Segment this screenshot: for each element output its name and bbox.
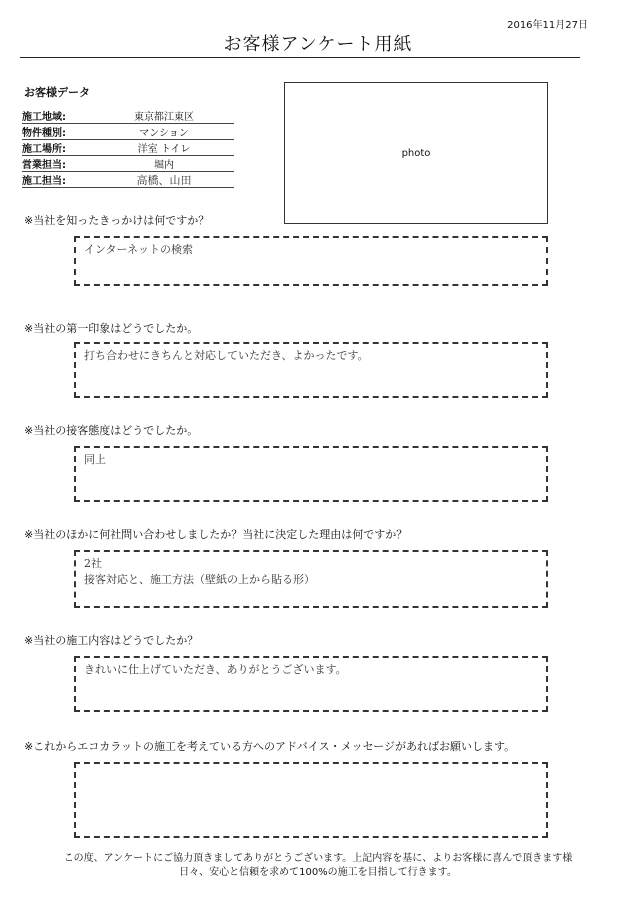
row-value: 堀内 <box>154 160 174 171</box>
row-label: 営業担当: <box>22 160 66 171</box>
row-label: 物件種別: <box>22 128 66 139</box>
customer-row-installer <box>22 172 234 188</box>
answer-box-4 <box>74 550 548 608</box>
customer-data-heading: お客様データ <box>24 86 90 99</box>
question-4: ※当社のほかに何社問い合わせしましたか？当社に決定した理由は何ですか？ <box>24 528 408 541</box>
answer-text: 同上 <box>84 453 106 466</box>
answer-text: インターネットの検索 <box>84 243 194 256</box>
row-value: 高橋、山田 <box>136 173 192 187</box>
question-3: ※当社の接客態度はどうでしたか。 <box>24 424 199 437</box>
answer-text: 2社 <box>84 557 102 570</box>
row-label: 施工地域: <box>22 112 66 123</box>
customer-row-location <box>22 140 234 156</box>
page-title: お客様アンケート用紙 <box>223 34 413 55</box>
answer-text: 打ち合わせにきちんと対応していただき、よかったです。 <box>84 349 369 362</box>
footer-line-2: 日々、安心と信頼を求めて100%の施工を目指して行きます。 <box>179 867 457 878</box>
row-value: 洋室 トイレ <box>137 144 191 155</box>
footer-message <box>0 852 636 880</box>
row-label: 施工担当: <box>22 176 66 187</box>
photo-label: photo <box>401 147 431 159</box>
answer-box-3 <box>74 446 548 502</box>
customer-row-area <box>22 108 234 124</box>
question-1: ※当社を知ったきっかけは何ですか？ <box>24 214 210 227</box>
row-label: 施工場所: <box>22 144 66 155</box>
answer-box-1 <box>74 236 548 286</box>
photo-box <box>284 82 548 224</box>
customer-row-sales <box>22 156 234 172</box>
question-2: ※当社の第一印象はどうでしたか。 <box>24 322 199 335</box>
customer-row-property-type <box>22 124 234 140</box>
survey-date: 2016年11月27日 <box>507 20 588 31</box>
answer-text: 接客対応と、施工方法（壁紙の上から貼る形） <box>84 573 315 586</box>
footer-line-1: この度、アンケートにご協力頂きましてありがとうございます。上記内容を基に、よりお客様に喜んで頂きます様 <box>63 853 573 864</box>
answer-box-5 <box>74 656 548 712</box>
answer-text: きれいに仕上げていただき、ありがとうございます。 <box>84 663 347 676</box>
question-5: ※当社の施工内容はどうでしたか？ <box>24 634 199 647</box>
row-value: マンション <box>139 128 189 139</box>
answer-box-6 <box>74 762 548 838</box>
answer-box-2 <box>74 342 548 398</box>
row-value: 東京都江東区 <box>134 112 194 123</box>
title-underline <box>20 57 580 58</box>
question-6: ※これからエコカラットの施工を考えている方へのアドバイス・メッセージがあればお願いします。 <box>24 740 516 753</box>
customer-data-table <box>22 108 234 188</box>
